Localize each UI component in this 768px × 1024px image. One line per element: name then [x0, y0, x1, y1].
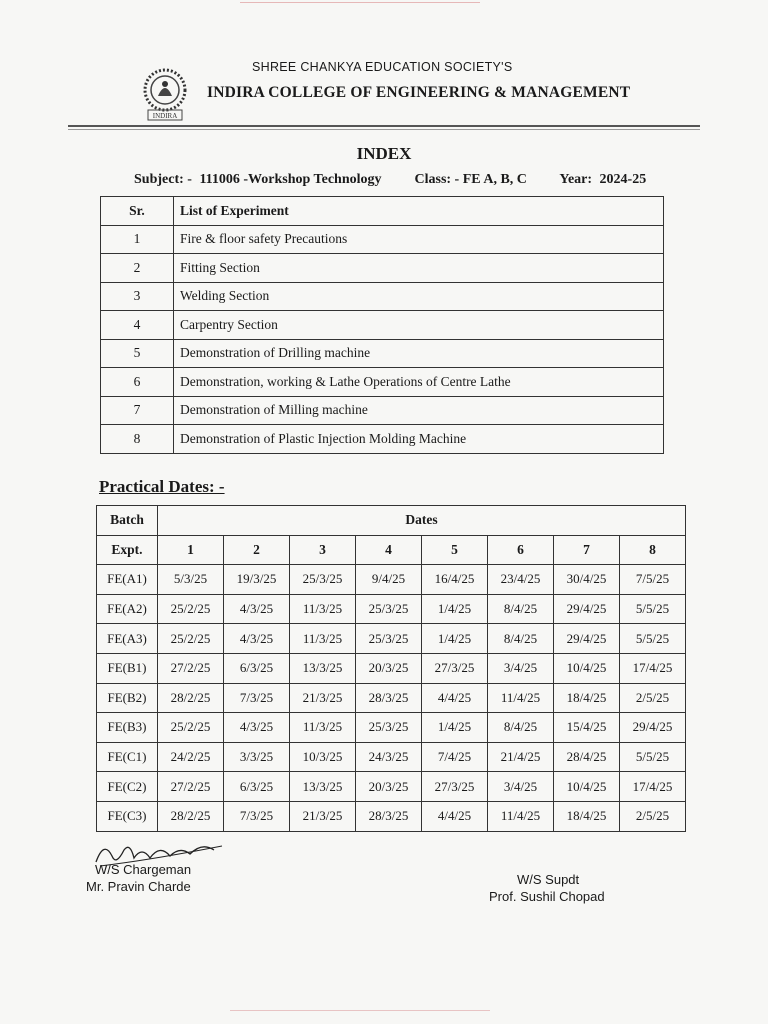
- experiment-name-cell: Fire & floor safety Precautions: [174, 225, 664, 254]
- date-cell: 4/3/25: [224, 594, 290, 624]
- date-cell: 19/3/25: [224, 565, 290, 595]
- date-cell: 9/4/25: [356, 565, 422, 595]
- experiment-name-cell: Welding Section: [174, 282, 664, 311]
- subject-label: Subject: -: [134, 172, 192, 187]
- date-cell: 3/4/25: [488, 772, 554, 802]
- date-cell: 25/3/25: [356, 713, 422, 743]
- date-cell: 11/3/25: [290, 713, 356, 743]
- date-column-header: 3: [290, 535, 356, 565]
- date-cell: 25/2/25: [158, 713, 224, 743]
- date-cell: 21/3/25: [290, 801, 356, 831]
- date-cell: 17/4/25: [620, 653, 686, 683]
- experiment-row: [101, 425, 664, 454]
- year-label: Year:: [559, 172, 593, 187]
- society-name: SHREE CHANKYA EDUCATION SOCIETY'S: [252, 60, 513, 74]
- batch-header: Batch: [97, 506, 158, 536]
- date-cell: 28/4/25: [554, 742, 620, 772]
- experiment-row: [101, 225, 664, 254]
- batch-row: [97, 653, 686, 683]
- page-title: INDEX: [356, 144, 412, 163]
- date-cell: 24/3/25: [356, 742, 422, 772]
- date-column-header: 2: [224, 535, 290, 565]
- date-cell: 1/4/25: [422, 713, 488, 743]
- experiment-sr-cell: 5: [101, 339, 174, 368]
- scan-edge-line: [240, 2, 480, 3]
- date-cell: 28/3/25: [356, 801, 422, 831]
- date-cell: 4/4/25: [422, 801, 488, 831]
- experiment-sr-cell: 6: [101, 368, 174, 397]
- batch-row: [97, 713, 686, 743]
- date-cell: 7/3/25: [224, 683, 290, 713]
- batch-row: [97, 742, 686, 772]
- date-cell: 5/3/25: [158, 565, 224, 595]
- date-cell: 11/3/25: [290, 624, 356, 654]
- date-cell: 27/3/25: [422, 653, 488, 683]
- dates-header-row: [97, 506, 686, 536]
- date-cell: 30/4/25: [554, 565, 620, 595]
- date-column-header: 6: [488, 535, 554, 565]
- experiment-row: [101, 254, 664, 283]
- date-cell: 28/2/25: [158, 801, 224, 831]
- chargeman-role: W/S Chargeman: [95, 862, 192, 877]
- date-cell: 4/4/25: [422, 683, 488, 713]
- svg-text:INDIRA: INDIRA: [152, 112, 178, 120]
- date-cell: 25/3/25: [356, 594, 422, 624]
- date-cell: 16/4/25: [422, 565, 488, 595]
- subject-value: 111006 -Workshop Technology: [199, 172, 382, 187]
- date-cell: 17/4/25: [620, 772, 686, 802]
- experiment-row: [101, 282, 664, 311]
- dates-header: Dates: [158, 506, 686, 536]
- date-cell: 29/4/25: [554, 594, 620, 624]
- date-cell: 2/5/25: [620, 683, 686, 713]
- batch-row: [97, 594, 686, 624]
- scan-edge-line-bottom: [230, 1010, 490, 1011]
- header-rule-thin: [68, 129, 700, 130]
- experiment-sr-cell: 2: [101, 254, 174, 283]
- date-cell: 1/4/25: [422, 624, 488, 654]
- date-cell: 8/4/25: [488, 594, 554, 624]
- experiment-name-cell: Demonstration of Plastic Injection Molding Machine: [174, 425, 664, 454]
- date-cell: 25/2/25: [158, 594, 224, 624]
- experiment-row: [101, 368, 664, 397]
- date-cell: 8/4/25: [488, 713, 554, 743]
- experiment-sr-cell: 3: [101, 282, 174, 311]
- experiment-sr-cell: 8: [101, 425, 174, 454]
- experiment-name-cell: Demonstration of Drilling machine: [174, 339, 664, 368]
- date-cell: 29/4/25: [620, 713, 686, 743]
- date-cell: 7/3/25: [224, 801, 290, 831]
- date-cell: 11/3/25: [290, 594, 356, 624]
- date-cell: 1/4/25: [422, 594, 488, 624]
- batch-cell: FE(B3): [97, 713, 158, 743]
- date-cell: 28/2/25: [158, 683, 224, 713]
- date-cell: 20/3/25: [356, 772, 422, 802]
- date-cell: 7/4/25: [422, 742, 488, 772]
- supdt-role: W/S Supdt: [517, 872, 580, 887]
- date-cell: 10/4/25: [554, 653, 620, 683]
- date-cell: 4/3/25: [224, 713, 290, 743]
- date-cell: 18/4/25: [554, 801, 620, 831]
- experiment-header: List of Experiment: [174, 197, 664, 226]
- dates-columns-row: [97, 535, 686, 565]
- date-cell: 27/2/25: [158, 653, 224, 683]
- experiment-sr-cell: 1: [101, 225, 174, 254]
- supdt-name: Prof. Sushil Chopad: [489, 889, 605, 904]
- date-cell: 27/2/25: [158, 772, 224, 802]
- date-cell: 11/4/25: [488, 801, 554, 831]
- date-column-header: 4: [356, 535, 422, 565]
- date-cell: 5/5/25: [620, 594, 686, 624]
- practical-dates-title: Practical Dates: -: [99, 477, 225, 496]
- date-cell: 2/5/25: [620, 801, 686, 831]
- batch-row: [97, 624, 686, 654]
- batch-row: [97, 683, 686, 713]
- experiment-sr-cell: 4: [101, 311, 174, 340]
- batch-cell: FE(B1): [97, 653, 158, 683]
- date-cell: 21/4/25: [488, 742, 554, 772]
- sr-header: Sr.: [101, 197, 174, 226]
- date-cell: 5/5/25: [620, 742, 686, 772]
- date-cell: 21/3/25: [290, 683, 356, 713]
- batch-cell: FE(C3): [97, 801, 158, 831]
- experiment-name-cell: Fitting Section: [174, 254, 664, 283]
- date-cell: 10/4/25: [554, 772, 620, 802]
- experiment-name-cell: Demonstration, working & Lathe Operations of Centre Lathe: [174, 368, 664, 397]
- date-cell: 25/3/25: [356, 624, 422, 654]
- date-cell: 25/3/25: [290, 565, 356, 595]
- date-cell: 6/3/25: [224, 653, 290, 683]
- subject-line: [134, 172, 650, 188]
- experiment-header-row: [101, 197, 664, 226]
- date-cell: 24/2/25: [158, 742, 224, 772]
- date-cell: 13/3/25: [290, 772, 356, 802]
- date-cell: 18/4/25: [554, 683, 620, 713]
- date-column-header: 1: [158, 535, 224, 565]
- experiment-row: [101, 396, 664, 425]
- date-cell: 20/3/25: [356, 653, 422, 683]
- practical-dates-table: [96, 505, 686, 832]
- year-value: 2024-25: [599, 172, 647, 187]
- experiment-list-table: [100, 196, 664, 454]
- date-cell: 11/4/25: [488, 683, 554, 713]
- date-cell: 27/3/25: [422, 772, 488, 802]
- college-name: INDIRA COLLEGE OF ENGINEERING & MANAGEMENT: [207, 84, 631, 101]
- class-label: Class: - FE A, B, C: [414, 172, 527, 187]
- date-cell: 4/3/25: [224, 624, 290, 654]
- experiment-sr-cell: 7: [101, 396, 174, 425]
- date-cell: 7/5/25: [620, 565, 686, 595]
- batch-cell: FE(C2): [97, 772, 158, 802]
- date-cell: 6/3/25: [224, 772, 290, 802]
- expt-header: Expt.: [97, 535, 158, 565]
- experiment-row: [101, 339, 664, 368]
- experiment-row: [101, 311, 664, 340]
- batch-cell: FE(C1): [97, 742, 158, 772]
- batch-row: [97, 772, 686, 802]
- date-cell: 10/3/25: [290, 742, 356, 772]
- chargeman-name: Mr. Pravin Charde: [86, 879, 191, 894]
- date-cell: 3/3/25: [224, 742, 290, 772]
- batch-cell: FE(A3): [97, 624, 158, 654]
- date-cell: 23/4/25: [488, 565, 554, 595]
- date-cell: 25/2/25: [158, 624, 224, 654]
- date-cell: 28/3/25: [356, 683, 422, 713]
- experiment-name-cell: Carpentry Section: [174, 311, 664, 340]
- batch-row: [97, 565, 686, 595]
- batch-cell: FE(A2): [97, 594, 158, 624]
- date-cell: 5/5/25: [620, 624, 686, 654]
- date-cell: 3/4/25: [488, 653, 554, 683]
- date-cell: 29/4/25: [554, 624, 620, 654]
- batch-row: [97, 801, 686, 831]
- date-cell: 8/4/25: [488, 624, 554, 654]
- date-cell: 13/3/25: [290, 653, 356, 683]
- header-rule: [68, 125, 700, 127]
- batch-cell: FE(B2): [97, 683, 158, 713]
- date-column-header: 7: [554, 535, 620, 565]
- college-logo: [132, 66, 198, 122]
- date-column-header: 5: [422, 535, 488, 565]
- date-column-header: 8: [620, 535, 686, 565]
- batch-cell: FE(A1): [97, 565, 158, 595]
- date-cell: 15/4/25: [554, 713, 620, 743]
- experiment-name-cell: Demonstration of Milling machine: [174, 396, 664, 425]
